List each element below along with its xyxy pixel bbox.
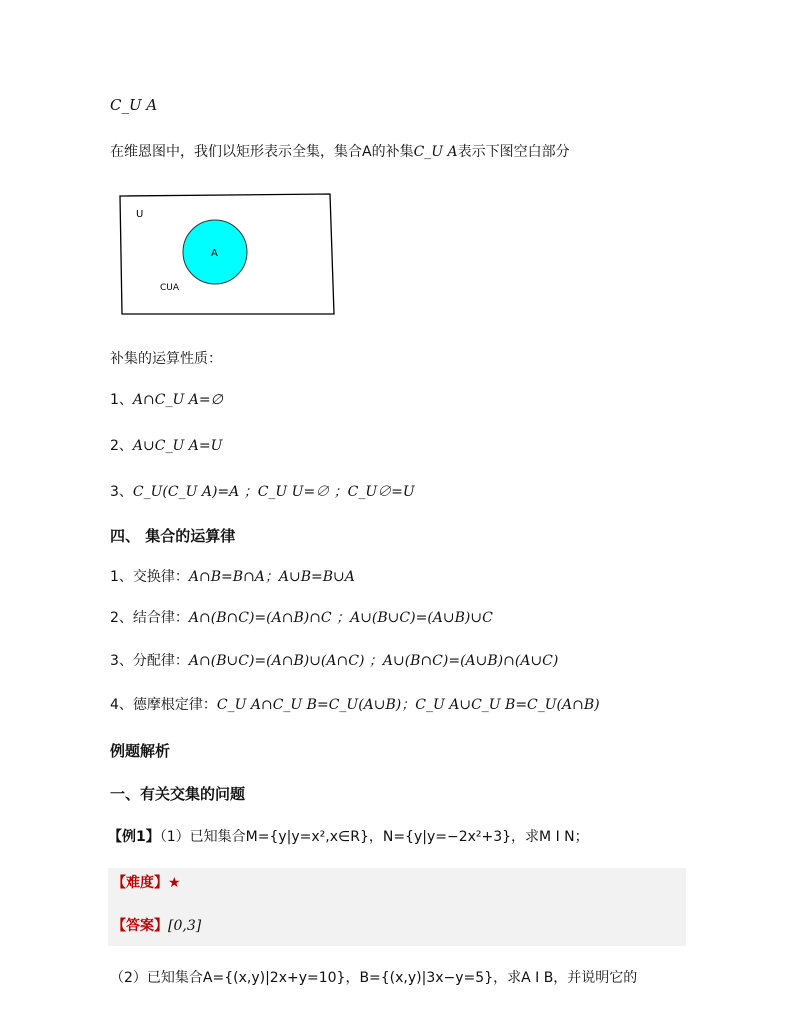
- law-2: [110, 607, 493, 627]
- example-tag: 【例1】: [108, 829, 160, 845]
- property-formula: A∪C_U A=U: [132, 438, 223, 454]
- law-name: 交换律：: [132, 569, 189, 585]
- example-1-part-2: （2）已知集合A={(x,y)|2x+y=10}，B={(x,y)|3x−y=5}，求A I B，并说明它的: [110, 970, 638, 986]
- subsection-title: 一、有关交集的问题: [110, 785, 246, 803]
- example-1: [108, 826, 589, 846]
- property-formula: C_U(C_U A)=A ；C_U U=∅ ；C_U∅=U: [132, 484, 415, 500]
- intro-prefix: 在维恩图中，我们以矩形表示全集，集合A的补集: [110, 144, 414, 160]
- law-formula: A∩B=B∩A；A∪B=B∪A: [188, 569, 355, 585]
- star-icon: ★: [168, 875, 181, 891]
- property-num: 1、: [110, 392, 133, 408]
- law-num: 4、: [110, 697, 133, 713]
- law-name: 德摩根定律：: [132, 697, 217, 713]
- section-4-title: 四、 集合的运算律: [110, 527, 236, 545]
- law-name: 分配律：: [132, 653, 189, 669]
- law-4: [110, 694, 600, 714]
- law-num: 1、: [110, 569, 133, 585]
- venn-diagram: [118, 192, 340, 320]
- property-num: 2、: [110, 438, 133, 454]
- property-1: [110, 389, 223, 409]
- top-math-expression: C_U A: [110, 96, 158, 114]
- law-formula: A∩(B∩C)=(A∩B)∩C ；A∪(B∪C)=(A∪B)∪C: [188, 610, 493, 626]
- properties-title: 补集的运算性质：: [110, 351, 222, 367]
- property-num: 3、: [110, 484, 133, 500]
- complement-label: CUA: [160, 283, 180, 293]
- law-name: 结合律：: [132, 610, 189, 626]
- answer-row: [112, 915, 201, 935]
- example-text: （1）已知集合M={y|y=x²,x∈R}，N={y|y=−2x²+3}，求M I N；: [159, 829, 589, 845]
- intro-math: C_U A: [413, 144, 458, 160]
- venn-intro-text: [110, 141, 570, 161]
- law-formula: A∩(B∪C)=(A∩B)∪(A∩C) ；A∪(B∩C)=(A∪B)∩(A∪C): [188, 653, 559, 669]
- difficulty-label: 【难度】: [112, 875, 168, 891]
- difficulty-row: [112, 872, 181, 892]
- property-formula: A∩C_U A=∅: [132, 392, 223, 408]
- law-formula: C_U A∩C_U B=C_U(A∪B)；C_U A∪C_U B=C_U(A∩B): [216, 697, 600, 713]
- examples-title: 例题解析: [110, 742, 171, 760]
- universe-label: U: [136, 209, 144, 220]
- law-num: 3、: [110, 653, 133, 669]
- law-1: [110, 566, 355, 586]
- law-num: 2、: [110, 610, 133, 626]
- answer-value: [0,3]: [168, 918, 202, 934]
- property-3: [110, 481, 415, 501]
- set-a-label: A: [211, 248, 218, 259]
- answer-label: 【答案】: [112, 918, 168, 934]
- law-3: [110, 650, 558, 670]
- intro-suffix: 表示下图空白部分: [457, 144, 570, 160]
- property-2: [110, 435, 222, 455]
